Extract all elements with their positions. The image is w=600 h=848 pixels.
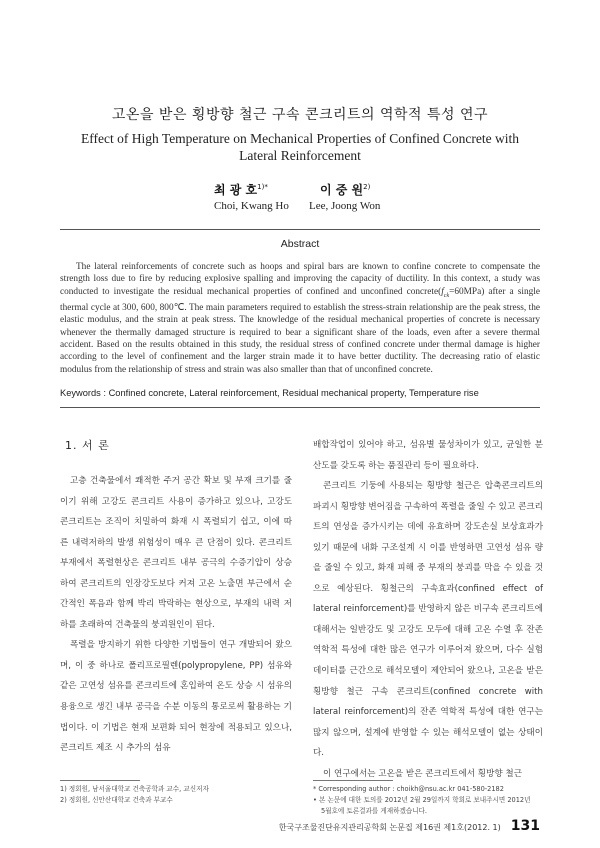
paper-title-korean: 고온을 받은 횡방향 철근 구속 콘크리트의 역학적 특성 연구	[111, 107, 489, 123]
abstract-math-sub: ck	[443, 292, 450, 299]
author2-name-english: Lee, Joong Won	[309, 200, 381, 212]
author1-sup: 1)*	[257, 183, 268, 191]
author1-name: 최 광 호	[214, 183, 258, 197]
paper-title-english	[70, 130, 530, 164]
abstract-part1: The lateral reinforcements of concrete such as hoops and spiral bars are known to confine concrete to compensate the strength loss due to fire by reducing explosive spalling and improving the capacity of ductility. In this context, a study was conducted to investigate the residual mechanical properties of confined and unconfined concrete(	[60, 262, 540, 297]
abstract-math-f: f	[441, 286, 444, 297]
left-paragraph-1: 고층 건축물에서 쾌적한 주거 공간 확보 및 부재 크기를 줄이기 위해 고강도 콘크리트 사용이 증가하고 있으나, 고강도 콘크리트는 조직이 치밀하여 화재 시 폭렬되기 쉽고, 이에 따른 내력저하의 발생 위험성이 매우 큰 단점이 있다. 콘크리트 부재에서 폭렬현상은 콘크리트 내부 공극의 수증기압이 상승하여 콘크리트의 인장강도보다 커져 고온 노출면 부근에서 순간적인 폭음과 함께 박리 박락하는 현상으로, 부재의 내력 저하를 초래하여 건축물의 붕괴원인이 된다.	[60, 476, 292, 630]
author2-name-korean	[320, 181, 370, 198]
abstract-part2: ) after a single thermal cycle at 300, 600, 800℃. The main parameters required to establish the stress-strain relationship are the peak stress, the elastic modulus, and the strain at peak stress. The knowledge of the residual mechanical properties of concrete is necessary whenever the thermally damaged structure is required to bear a significant share of the loads, even after a severe thermal accident. Based on the results obtained in this study, the residual stress of confined concrete under thermal damage is higher according to the level of confinement and the larger strain made it to have better ductility. The decreasing ratio of elastic modulus from the relationship of stress and strain was also smaller than that of unconfined concrete.	[60, 286, 540, 375]
right-paragraph-2: 콘크리트 기둥에 사용되는 횡방향 철근은 압축콘크리트의 파괴시 횡방향 변어짐을 구속하여 폭렬을 줄일 수 있고 콘크리트의 연성을 증가시키는 데에 유효하며 강도손실 보상효과가 있기 때문에 내화 구조설계 시 이를 반영하면 고연성 섬유 량을 줄일 수 있고, 화재 피해 중 부재의 붕괴를 막을 수 있을 것으로 예상된다. 횡철근의 구속효과(confined effect of lateral reinforcement)를 반영하지 않은 비구속 콘크리트에 대해서는 일반강도 및 고강도 모두에 대해 고온 수열 후 잔존 역학적 특성에 대한 많은 연구가 이루어져 왔으며, 다수 실험데이터를 근간으로 해석모델이 제안되어 왔으나, 고온을 받은 횡방향 철근 구속 콘크리트(confined concrete with lateral reinforcement)의 잔존 역학적 특성에 대한 연구는 많지 않으며, 설계에 반영할 수 있는 해석모델이 없는 상태이다.	[313, 481, 543, 759]
footnote-discussion-2: 5월호에 토론결과를 게재하겠습니다.	[321, 807, 428, 815]
body-right-column	[313, 435, 543, 784]
footnote-discussion-1: • 본 논문에 대한 토의를 2012년 2월 29일까지 학회로 보내주시면 2012년	[313, 796, 531, 804]
right-paragraph-1: 배합작업이 있어야 하고, 섬유별 물성차이가 있고, 균일한 분산도를 갖도록 하는 품질관리 등이 필요하다.	[313, 440, 543, 471]
footnote-rule-left	[60, 780, 140, 781]
footer-journal: 한국구조물진단유지관리공학회 논문집 제16권 제1호(2012. 1)	[278, 823, 501, 832]
body-left-column	[60, 471, 292, 759]
page-number: 131	[510, 818, 540, 834]
footnote-rule-right	[313, 780, 393, 781]
page-footer	[279, 818, 540, 834]
title-en-line2: Lateral Reinforcement	[239, 148, 361, 163]
abstract-math-val: =60MPa	[449, 286, 482, 297]
footnote-affiliation-2: 2) 정회원, 신안산대학교 건축과 부교수	[60, 796, 173, 804]
author2-sup: 2)	[363, 183, 371, 191]
author1-name-korean	[214, 181, 268, 198]
right-paragraph-3: 이 연구에서는 고온을 받은 콘크리트에서 횡방향 철근	[323, 768, 523, 779]
title-en-line1: Effect of High Temperature on Mechanical Properties of Confined Concrete with	[81, 131, 519, 146]
keywords-text: Confined concrete, Lateral reinforcement, Residual mechanical property, Temperature rise	[108, 388, 479, 398]
left-paragraph-2: 폭렬을 방지하기 위한 다양한 기법들이 연구 개발되어 왔으며, 이 중 하나로 폴리프로필렌(polypropylene, PP) 섬유와 같은 고연성 섬유를 콘크리트에 혼입하여 온도 상승 시 섬유의 용융으로 생긴 내부 공극을 수분 이동의 통로로써 활용하는 기법이다. 이 기법은 현재 보편화 되어 현장에 적용되고 있으나, 콘크리트 제조 시 추가의 섬유	[60, 640, 292, 754]
abstract-heading: Abstract	[280, 238, 320, 250]
author2-name: 이 중 원	[320, 183, 364, 197]
keywords-label: Keywords :	[60, 388, 109, 398]
section-heading-introduction: 1. 서 론	[65, 439, 110, 452]
author1-name-english: Choi, Kwang Ho	[214, 200, 289, 212]
footnote-corresponding: * Corresponding author : choikh@nsu.ac.kr 041-580-2182	[313, 785, 504, 793]
footnotes-right	[313, 784, 543, 817]
abstract-top-rule	[60, 229, 540, 230]
footnote-affiliation-1: 1) 정회원, 남서울대학교 건축공학과 교수, 교신저자	[60, 785, 209, 793]
footnotes-left	[60, 784, 292, 806]
abstract-bottom-rule	[60, 407, 540, 408]
abstract-body	[60, 261, 540, 376]
keywords-line	[60, 388, 540, 398]
